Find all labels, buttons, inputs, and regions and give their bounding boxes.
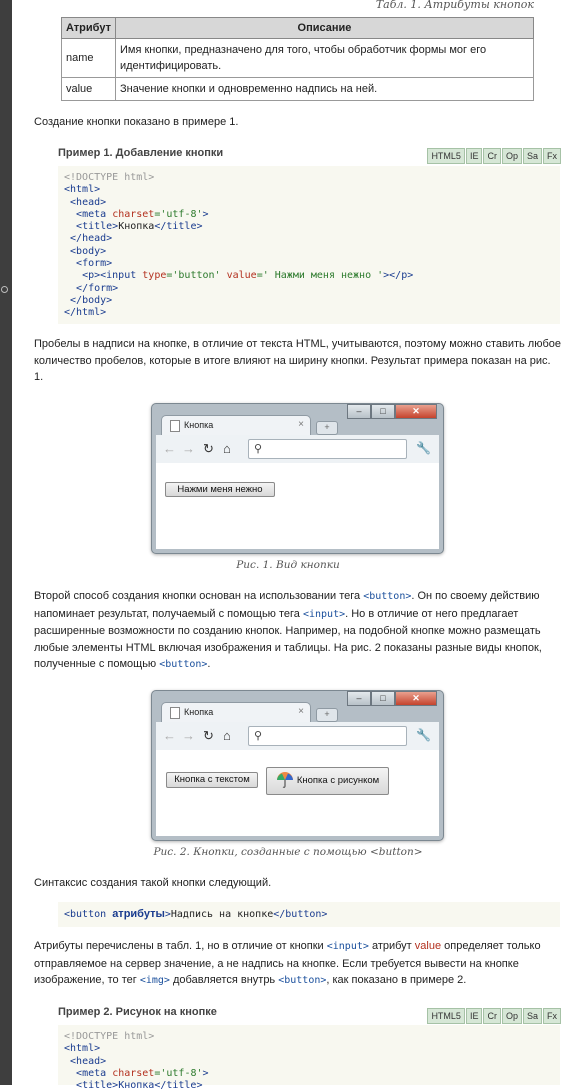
badge-html5: HTML5 [427, 1008, 465, 1024]
example1-code: <!DOCTYPE html> <html> <head> <meta charset='utf-8'> <title>Кнопка</title> </head> <body> <form> <p><input type='button' value=' Нажми меня нежно '></p> </form> </body> </html> [58, 166, 560, 324]
browser-window-figure2 [151, 690, 444, 841]
badge-sa: Sa [523, 148, 542, 164]
search-icon: ⚲ [254, 730, 263, 742]
badge-ie: IE [466, 1008, 483, 1024]
badge-ie: IE [466, 148, 483, 164]
example2-code: <!DOCTYPE html> <html> <head> <meta charset='utf-8'> <title>Кнопка</title> [58, 1025, 560, 1085]
table-cell: Имя кнопки, предназначено для того, чтобы обработчик формы мог его идентифицировать. [115, 39, 533, 78]
figure2-caption: Рис. 2. Кнопки, созданные с помощью <button> [153, 846, 423, 858]
badge-op: Op [502, 148, 522, 164]
badge-cr: Cr [483, 1008, 501, 1024]
paragraph-button-tag: Второй способ создания кнопки основан на использовании тега <button>. Он по своему действию напоминает результат, получаемый с помощью тега <input>. Но в отличие от него предлагает расширенные возможности по созданию кнопок. Например, на подобной кнопке можно размещать любые элементы HTML включая изображения и таблицы. На рис. 2 показаны разные виды кнопок, полученные с помощью <button>. [34, 590, 542, 670]
badge-op: Op [502, 1008, 522, 1024]
tab-close-icon: × [298, 706, 304, 717]
image-button [266, 767, 389, 795]
badge-fx: Fx [543, 1008, 561, 1024]
minimize-icon: – [347, 691, 371, 706]
browser-toolbar [156, 722, 439, 751]
syntax-code: <button атрибуты>Надпись на кнопке</button> [58, 902, 560, 927]
paragraph-intro: Создание кнопки показано в примере 1. [34, 116, 239, 128]
window-controls [347, 691, 437, 706]
table-header-row [62, 18, 534, 39]
table-header-attribute: Атрибут [62, 18, 116, 39]
attributes-table [61, 17, 534, 101]
text-button: Кнопка с текстом [166, 772, 258, 788]
browser-viewport [156, 750, 439, 836]
page-icon [170, 707, 180, 719]
window-controls [347, 404, 437, 419]
umbrella-icon [276, 771, 294, 789]
back-arrow-icon: ← [163, 441, 176, 456]
badge-cr: Cr [483, 148, 501, 164]
table-cell: value [62, 78, 116, 101]
address-bar [248, 726, 407, 746]
page-icon [170, 420, 180, 432]
left-sidebar-strip [0, 0, 12, 1085]
example1-title: Пример 1. Добавление кнопки [58, 147, 224, 159]
badge-fx: Fx [543, 148, 561, 164]
maximize-icon: □ [371, 404, 395, 419]
maximize-icon: □ [371, 691, 395, 706]
figure1-caption: Рис. 1. Вид кнопки [236, 559, 340, 571]
close-icon: ✕ [395, 404, 437, 419]
close-icon: ✕ [395, 691, 437, 706]
table-cell: Значение кнопки и одновременно надпись на ней. [115, 78, 533, 101]
forward-arrow-icon: → [182, 728, 195, 743]
table-row [62, 39, 534, 78]
tab-title: Кнопка [184, 420, 214, 430]
wrench-icon: 🔧 [416, 728, 431, 742]
paragraph-attributes: Атрибуты перечислены в табл. 1, но в отличие от кнопки <input> атрибут value определяет только отправляемое на сервер значение, а не надпись на кнопке. Если требуется вывести на кнопке изображение, то тег <img> добавляется внутрь <button>, как показано в примере 2. [34, 940, 541, 986]
home-icon: ⌂ [223, 441, 231, 456]
image-button-label: Кнопка с рисунком [296, 775, 380, 786]
address-bar [248, 439, 407, 459]
browser-window-figure1 [151, 403, 444, 554]
demo-button: Нажми меня нежно [165, 482, 275, 497]
example1-browser-badges [426, 148, 561, 164]
home-icon: ⌂ [223, 728, 231, 743]
table-row [62, 78, 534, 101]
example2-title: Пример 2. Рисунок на кнопке [58, 1006, 217, 1018]
new-tab-icon: + [316, 708, 338, 722]
circle-icon [1, 286, 8, 293]
wrench-icon: 🔧 [416, 441, 431, 455]
badge-html5: HTML5 [427, 148, 465, 164]
browser-toolbar [156, 435, 439, 464]
table-cell: name [62, 39, 116, 78]
tab-close-icon: × [298, 419, 304, 430]
reload-icon: ↻ [203, 728, 214, 743]
new-tab-icon: + [316, 421, 338, 435]
badge-sa: Sa [523, 1008, 542, 1024]
minimize-icon: – [347, 404, 371, 419]
paragraph-spaces: Пробелы в надписи на кнопке, в отличие от текста HTML, учитываются, поэтому можно ставить любое количество пробелов, которые в итоге влияют на ширину кнопки. Результат примера показан на рис. 1. [34, 338, 561, 383]
example2-browser-badges [426, 1008, 561, 1024]
table-caption: Табл. 1. Атрибуты кнопок [375, 0, 534, 11]
paragraph-syntax: Синтаксис создания такой кнопки следующий. [34, 877, 272, 889]
browser-tab [161, 415, 311, 435]
browser-tab [161, 702, 311, 722]
tab-title: Кнопка [184, 707, 214, 717]
table-header-description: Описание [115, 18, 533, 39]
browser-viewport [156, 463, 439, 549]
reload-icon: ↻ [203, 441, 214, 456]
forward-arrow-icon: → [182, 441, 195, 456]
search-icon: ⚲ [254, 443, 263, 455]
back-arrow-icon: ← [163, 728, 176, 743]
